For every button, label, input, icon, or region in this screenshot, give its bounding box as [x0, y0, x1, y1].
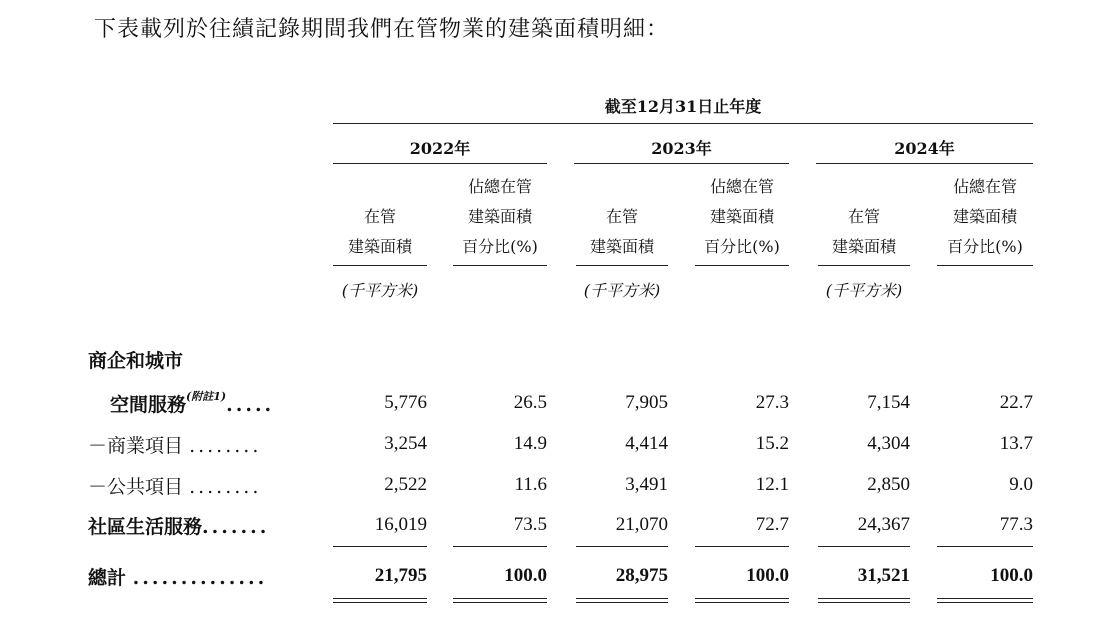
total-double-rule — [937, 598, 1033, 603]
table-cell: 5,776 — [384, 392, 427, 413]
col-header-rule — [453, 265, 547, 266]
table-cell: 7,905 — [625, 392, 668, 413]
table-cell: 26.5 — [513, 392, 547, 413]
table-cell: 11.6 — [514, 474, 547, 495]
subtotal-rule — [695, 546, 789, 547]
total-double-rule — [333, 598, 427, 603]
row-label-commercial: －商業項目 ........ — [88, 435, 262, 457]
row-label-community: 社區生活服務....... — [88, 516, 270, 538]
table-cell: 4,414 — [625, 433, 668, 454]
total-cell: 31,521 — [857, 565, 910, 586]
col-pct-header: 佔總在管 建築面積 百分比(%) — [947, 177, 1023, 256]
year-2023-header: 2023年 — [651, 139, 712, 158]
subtotal-rule — [937, 546, 1033, 547]
total-cell: 100.0 — [504, 565, 547, 586]
total-cell: 21,795 — [374, 565, 427, 586]
total-cell: 100.0 — [990, 565, 1033, 586]
year-2024-rule — [816, 163, 1033, 164]
subtotal-rule — [333, 546, 427, 547]
year-2022-rule — [333, 163, 547, 164]
col-header-rule — [333, 265, 427, 266]
col-area-header: 在管 建築面積 — [589, 207, 654, 256]
table-cell: 14.9 — [513, 433, 547, 454]
subtotal-rule — [576, 546, 668, 547]
section-heading: 商企和城市 — [88, 350, 184, 372]
table-cell: 2,522 — [384, 474, 427, 495]
year-2022-header: 2022年 — [409, 139, 471, 158]
subtotal-rule — [453, 546, 547, 547]
table-cell: 15.2 — [755, 433, 789, 454]
row-label-public: －公共項目 ........ — [88, 476, 262, 498]
total-double-rule — [576, 598, 668, 603]
table-cell: 3,491 — [625, 474, 668, 495]
total-cell: 100.0 — [746, 565, 789, 586]
total-double-rule — [453, 598, 547, 603]
period-rule — [333, 123, 1033, 124]
row-label-total: 總計 .............. — [88, 567, 268, 589]
col-header-rule — [937, 265, 1033, 266]
unit-label: (千平方米) — [583, 281, 661, 300]
year-2024-header: 2024年 — [894, 139, 955, 158]
table-cell: 2,850 — [867, 474, 910, 495]
unit-label: (千平方米) — [341, 281, 419, 300]
total-cell: 28,975 — [615, 565, 668, 586]
subtotal-rule — [818, 546, 910, 547]
table-cell: 7,154 — [867, 392, 910, 413]
footnote-marker: (附註1) — [186, 390, 227, 403]
table-cell: 9.0 — [1009, 474, 1033, 495]
table-cell: 72.7 — [755, 514, 789, 535]
table-cell: 22.7 — [999, 392, 1033, 413]
unit-label: (千平方米) — [825, 281, 903, 300]
table-cell: 16,019 — [374, 514, 427, 535]
col-pct-header: 佔總在管 建築面積 百分比(%) — [462, 177, 538, 256]
table-cell: 21,070 — [615, 514, 668, 535]
table-cell: 12.1 — [755, 474, 789, 495]
col-header-rule — [695, 265, 789, 266]
col-pct-header: 佔總在管 建築面積 百分比(%) — [704, 177, 780, 256]
table-cell: 3,254 — [384, 433, 427, 454]
col-area-header: 在管 建築面積 — [831, 207, 896, 256]
col-header-rule — [818, 265, 910, 266]
row-label-space-services: 空間服務$^{(附註1)}$..... — [110, 390, 275, 416]
total-double-rule — [818, 598, 910, 603]
col-header-rule — [576, 265, 668, 266]
table-cell: 13.7 — [999, 433, 1033, 454]
table-cell: 77.3 — [999, 514, 1033, 535]
table-cell: 73.5 — [513, 514, 547, 535]
table-cell: 27.3 — [755, 392, 789, 413]
col-area-header: 在管 建築面積 — [347, 207, 412, 256]
table-cell: 24,367 — [857, 514, 910, 535]
year-2023-rule — [574, 163, 789, 164]
table-cell: 4,304 — [867, 433, 910, 454]
period-header: 截至12月31日止年度 — [604, 97, 762, 116]
total-double-rule — [695, 598, 789, 603]
intro-text: 下表載列於往績記錄期間我們在管物業的建築面積明細： — [94, 17, 670, 42]
